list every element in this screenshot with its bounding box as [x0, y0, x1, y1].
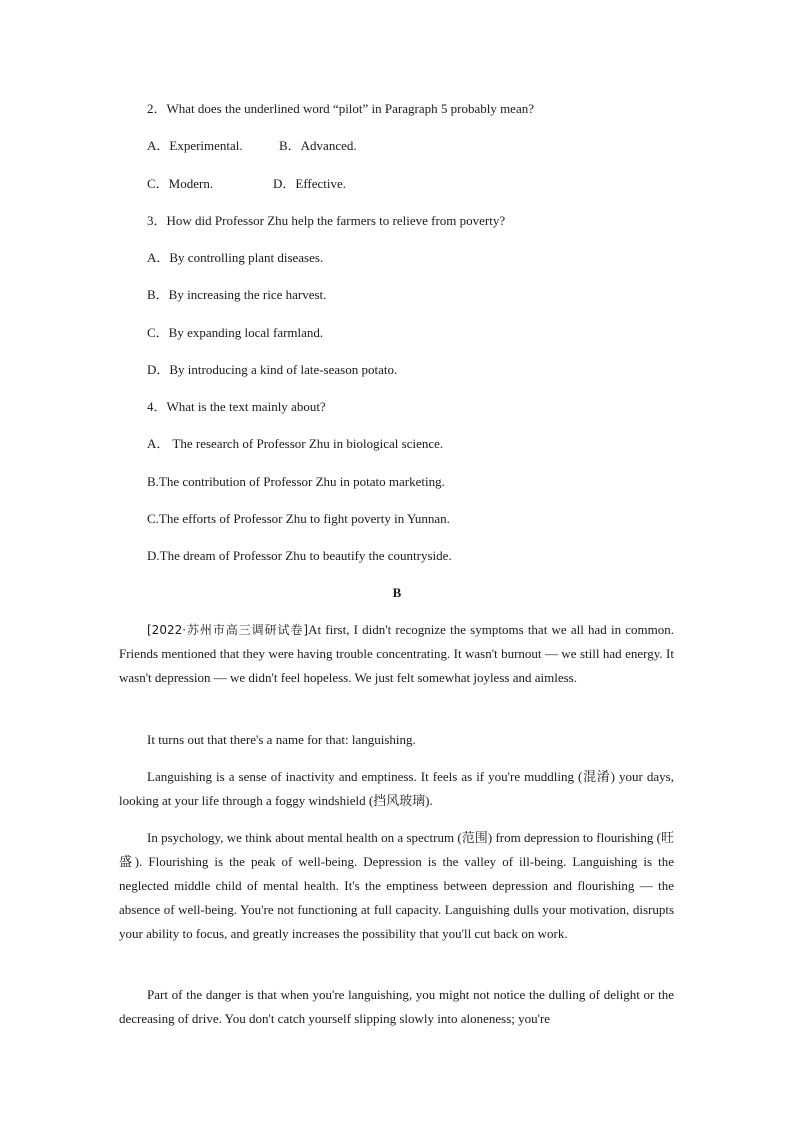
question-2-option-c: C．Modern.: [147, 176, 214, 191]
passage-paragraph-1: [119, 618, 674, 690]
question-2-option-b: B．Advanced.: [279, 138, 357, 153]
question-4-option-d: D.The dream of Professor Zhu to beautify the countryside.: [147, 548, 452, 563]
question-3-option-b: B．By increasing the rice harvest.: [147, 287, 327, 302]
question-4-option-c: C.The efforts of Professor Zhu to fight poverty in Yunnan.: [147, 511, 450, 526]
question-3-option-a: A．By controlling plant diseases.: [147, 250, 324, 265]
passage-paragraph-4: In psychology, we think about mental health on a spectrum (范围) from depression to flourishing (旺盛). Flourishing is the peak of well-being. Depression is the valley of ill-being. Languishing is the neglected middle child of mental health. It's the emptiness between depression and flourishing — the absence of well-being. You're not functioning at full capacity. Languishing dulls your motivation, disrupts your ability to focus, and greatly increases the possibility that you'll cut back on work.: [119, 830, 674, 941]
question-4-option-b: B.The contribution of Professor Zhu in potato marketing.: [147, 474, 445, 489]
question-4-stem: 4．What is the text mainly about?: [147, 399, 326, 414]
question-3-option-c: C．By expanding local farmland.: [147, 325, 324, 340]
question-2-stem: 2．What does the underlined word “pilot” in Paragraph 5 probably mean?: [147, 101, 534, 116]
section-heading: B: [392, 585, 402, 600]
question-3-stem: 3．How did Professor Zhu help the farmers to relieve from poverty?: [147, 213, 506, 228]
passage-paragraph-5: Part of the danger is that when you're languishing, you might not notice the dulling of delight or the decreasing of drive. You don't catch yourself slipping slowly into aloneness; you're: [119, 987, 674, 1026]
passage-paragraph-3: Languishing is a sense of inactivity and emptiness. It feels as if you're muddling (混淆) your days, looking at your life through a foggy windshield (挡风玻璃).: [119, 769, 674, 808]
passage-paragraph-1-text: At first, I didn't recognize the symptoms that we all had in common. Friends mentioned that they were having trouble concentrating. It wasn't burnout — we still had energy. It wasn't depression — we didn't feel hopeless. We just felt somewhat joyless and aimless.: [119, 622, 675, 685]
question-4-option-a: A． The research of Professor Zhu in biological science.: [147, 436, 444, 451]
question-2-option-d: D．Effective.: [273, 176, 347, 191]
question-3-option-d: D．By introducing a kind of late-season potato.: [147, 362, 398, 377]
question-2-option-a: A．Experimental.: [147, 138, 243, 153]
passage-paragraph-2: It turns out that there's a name for that: languishing.: [147, 732, 416, 747]
passage-source: [2022·苏州市高三调研试卷]: [147, 623, 309, 637]
